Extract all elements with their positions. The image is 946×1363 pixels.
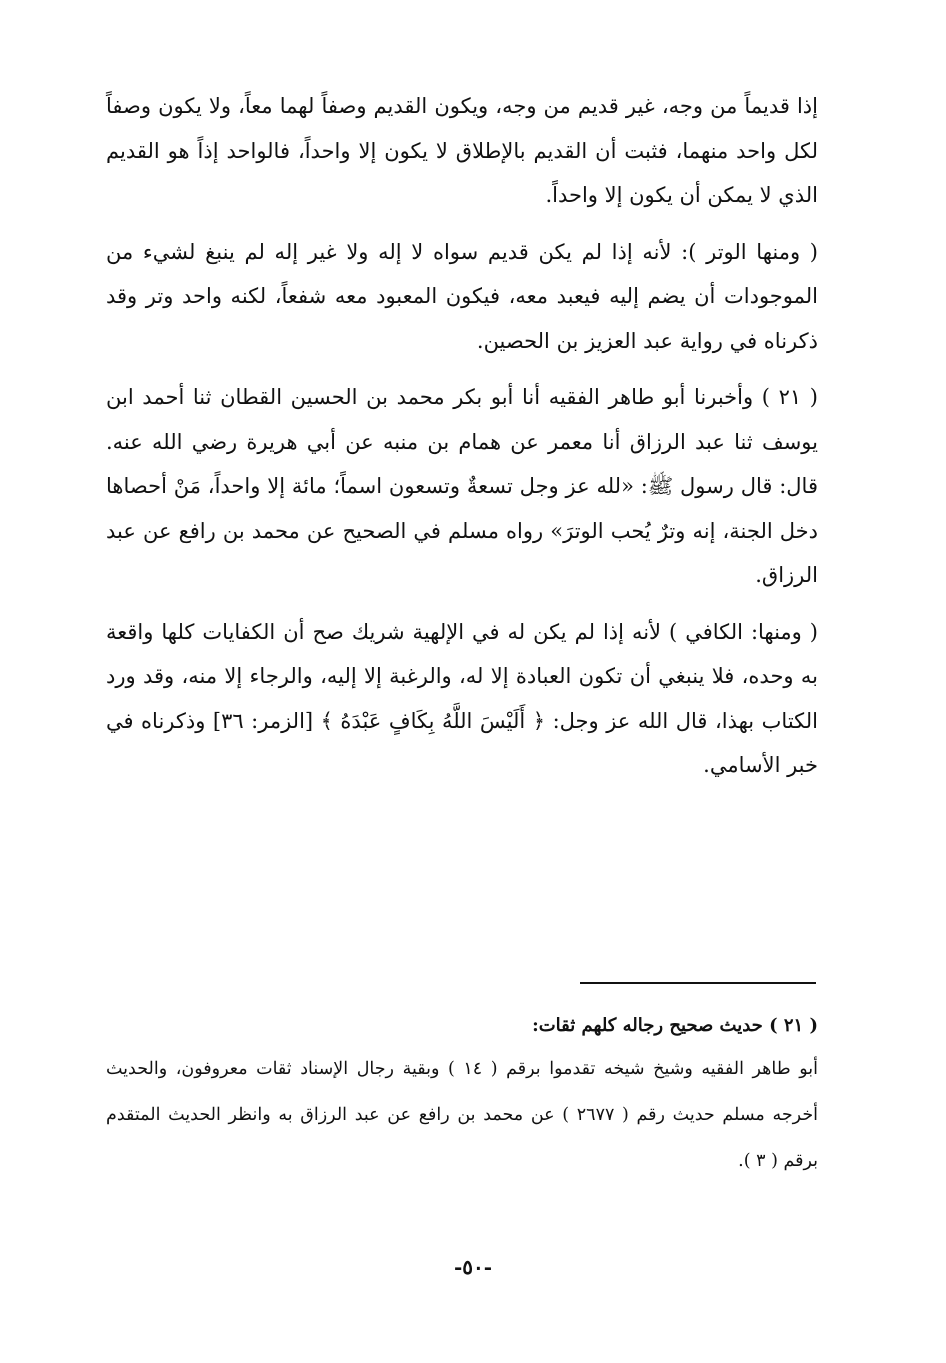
paragraph-witr: ( ومنها الوتر ): لأنه إذا لم يكن قديم سواه لا إله ولا غير إله لم ينبغ لشيء من الموجودات أن يضم إليه فيعبد معه، فيكون المعبود معه شفعاً، لكنه واحد وتر وقد ذكرناه في رواية عبد العزيز بن الحصين. <box>106 239 818 353</box>
paragraph-hadith-21: ( ٢١ ) وأخبرنا أبو طاهر الفقيه أنا أبو بكر محمد بن الحسين القطان ثنا أحمد ابن يوسف ثنا عبد الرزاق أنا معمر عن همام بن منبه عن أبي هريرة رضي الله عنه. قال: قال رسول ﷺ: «لله عز وجل تسعةٌ وتسعون اسماً؛ مائة إلا واحداً، مَنْ أحصاها دخل الجنة، إنه وترٌ يُحب الوترَ» رواه مسلم في الصحيح عن محمد بن رافع عن عبد الرزاق. <box>106 385 818 587</box>
page-number: -٥٠- <box>453 1255 493 1279</box>
paragraph-kafi: ( ومنها: الكافي ) لأنه إذا لم يكن له في الإلهية شريك صح أن الكفايات كلها واقعة به وحده، فلا ينبغي أن تكون العبادة إلا له، والرغبة إلا إليه، والرجاء إلا منه، وقد ورد الكتاب بهذا، قال الله عز وجل: ﴿ أَلَيْسَ اللَّهُ بِكَافٍ عَبْدَهُ ﴾ [الزمر: ٣٦] وذكرناه في خبر الأسامي. <box>106 619 818 777</box>
footnote-title: ( ٢١ ) حديث صحيح رجاله كلهم ثقات: <box>532 1015 818 1036</box>
footnote-text: أبو طاهر الفقيه وشيخ شيخه تقدموا برقم ( ١٤ ) وبقية رجال الإسناد ثقات معروفون، والحديث أخرجه مسلم حديث رقم ( ٢٦٧٧ ) عن محمد بن رافع عن عبد الرزاق به وانظر الحديث المتقدم برقم ( ٣ ). <box>106 1059 818 1171</box>
footnote-section <box>106 1006 818 1184</box>
main-text <box>106 84 818 788</box>
paragraph-qadim: إذا قديماً من وجه، غير قديم من وجه، ويكون القديم وصفاً لهما معاً، ولا يكون وصفاً لكل واحد منهما، فثبت أن القديم بالإطلاق لا يكون إلا واحداً، فالواحد إذاً هو القديم الذي لا يمكن أن يكون إلا واحداً. <box>106 94 818 207</box>
footnote-divider <box>580 982 816 984</box>
